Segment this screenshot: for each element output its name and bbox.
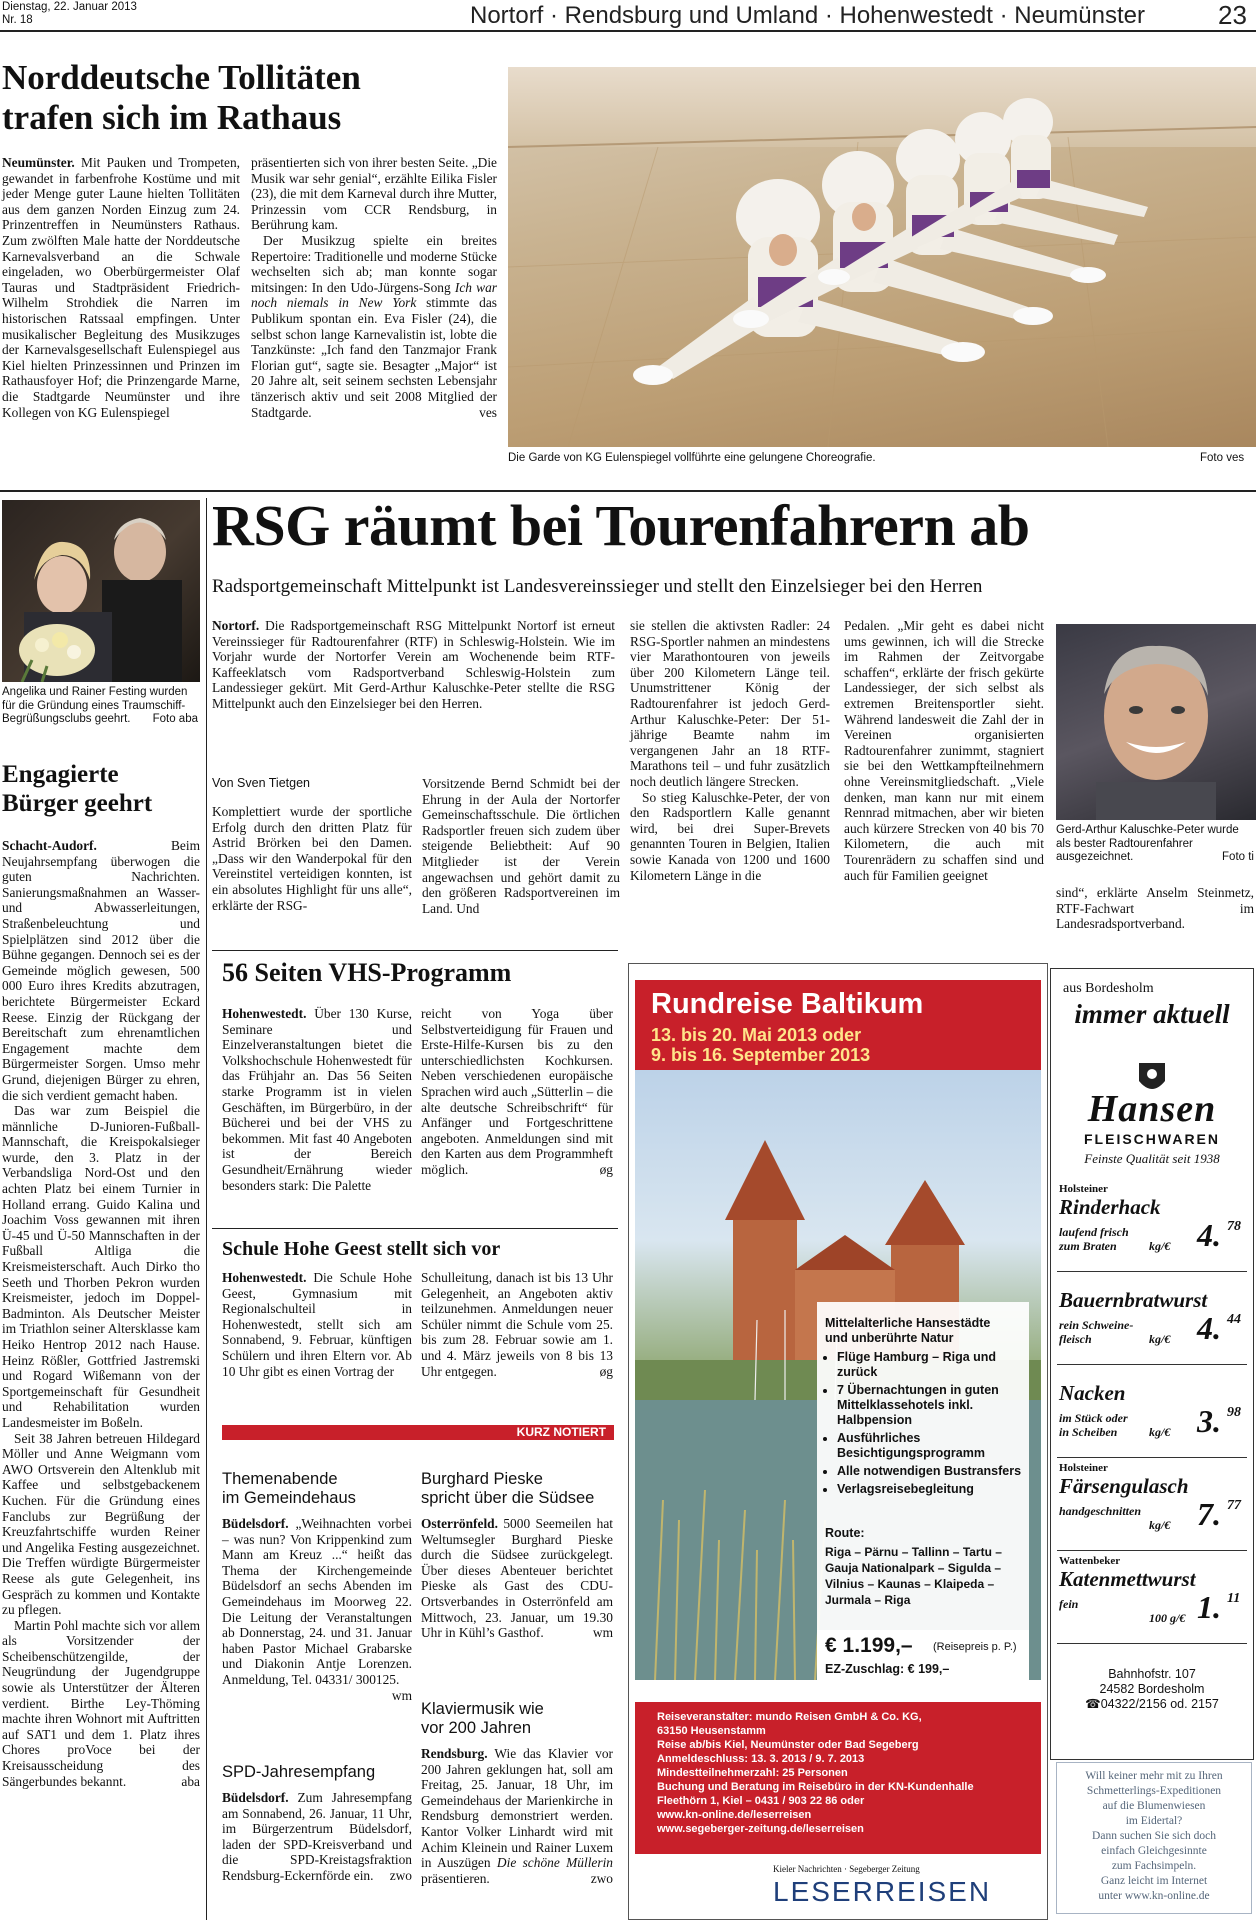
rsg-lead: Nortorf. Die Radsportgemeinschaft RSG Mittelpunkt Nortorf ist erneut Vereinssieger für Radtourenfahrer (RTF) in Schleswig-Holstein. Wie im Vorjahr wurde der Nortorfer Verein am Wochenende beim RTF-Kaffeeklatsch vom Radsportverband Schleswig-Holstein zum Landessieger gekürt. Mit Gerd-Arthur Kaluschke-Peter stellte die RSG Mittelpunkt auch den Einzelsieger bei den Herren. — [212, 618, 615, 711]
baltikum-ad-header — [635, 980, 1041, 1070]
baltikum-route: Riga – Pärnu – Tallinn – Tartu – Gauja Nationalpark – Sigulda – Vilnius – Kaunas – Klaipeda – Jurmala – Riga — [825, 1545, 1002, 1607]
schule-headline: Schule Hohe Geest stellt sich vor — [222, 1238, 501, 1260]
baltikum-ad-title: Rundreise Baltikum — [651, 988, 924, 1020]
baltikum-price: € 1.199,– — [825, 1634, 913, 1657]
hansen-item-desc: handgeschnitten — [1059, 1504, 1142, 1518]
schule-rule — [212, 1228, 618, 1229]
baltikum-info-line: Fleethörn 1, Kiel – 0431 / 903 22 86 oder — [657, 1795, 865, 1807]
themen-body: Büdelsdorf. „Weihnachten vorbei – was nun? Von Krippenkind zum Mann am Kreuz ...“ heißt das Thema der Kirchengemeinde Büdelsdorf an sechs Abenden im Gemeindehaus im Moorweg 22. Die Leitung der Veranstaltungen ab Donnerstag, 24. und 31. Januar haben Pastor Michael Grabarske und Diakonin Antje Lorenzen. Anmeldung, Tel. 04331/ 300125. wm — [222, 1516, 412, 1703]
buerger-body: Schacht-Audorf. Beim Neujahrsempfang überwogen die guten Nachrichten. Sanierungsmaßnahmen an Wasser- und Abwasserleitungen, Straßenbeleuchtung und Spielplätzen sind 2012 über die Bühne gegangen. Dennoch sei es der Gemeinde möglich gewesen, 500 000 Euro ihres Kredits abzutragen, berichtete Bürgermeister Eckard Reese. Einzig der Rückgang der Bereitschaft zum ehrenamtlichen Engagement machte dem Bürgermeister Sorgen. Umso mehr Grund, diejenigen Bürger zu ehren, die sich verdient gemacht haben. Das war zum Beispiel die männliche D-Junioren-Fußball-Mannschaft, die Kreispokalsieger wurde, den 3. Platz in der Verbandsliga Nord-Ost und den achten Platz bei einem Turnier in Holland errang. Guido Kalina und Joachim Voss gewannen mit ihren Ü-45 und Ü-50 Mannschaften in der Fußball Altliga die Kreismeisterschaft. Auch Dirko tho Seeth und Thorben Pekron wurden Kreismeister, jedoch im Doppel-Badminton. Als Deutscher Meister im Triathlon seiner Altersklasse kam Heiko Hentrop 2012 nach Hause. Heinz Rößler, Gottfried Jastremski und Rogard Wißemann von der Sportgemeinschaft für Gesundheit und Rehabilitation wurden Landesmeister im Boßeln. Seit 38 Jahren betreuen Hildegard Möller und Anne Weigmann vom AWO Ortsverein den Altenklub mit Kaffee und selbstgebackenem Kuchen. Für die Gründung eines Fanclubs zur Begrüßung der Kreuzfahrtschiffe wurden Reiner und Angelika Festing ausgezeichnet. Die Treffen würdigte Bürgermeister Reese als gute Gelegenheit, ins Gespräch zu kommen und Kontakte zu pflegen. Martin Pohl machte sich vor allem als Vorsitzender der Scheibenschützengilde, der Neugründung der Jugendgruppe sowie als Unterstützer der Älteren verdient. Birthe Ley-Thöming machte ihren Wohnort mit Auftritten auf SAT1 und dem 1. Platz ihres Chores proVoce bei der Kreisausscheidung des Sängerbundes bekannt. aba — [2, 838, 200, 1789]
rsg-byline: Von Sven Tietgen — [212, 776, 310, 790]
schmetterling-line: Ganz leicht im Internet — [1100, 1875, 1208, 1887]
hansen-item-name: Bauernbratwurst — [1059, 1288, 1208, 1312]
kurz-notiert-label: KURZ NOTIERT — [516, 1425, 606, 1439]
masthead-rule — [0, 30, 1256, 32]
hansen-price-item — [1057, 1369, 1247, 1458]
baltikum-bullet-list — [825, 1350, 1033, 1500]
left-column-rule — [206, 498, 207, 1920]
hansen-item-price: 4. — [1197, 1217, 1221, 1253]
leserreisen-brand-big: LESERREISEN — [773, 1876, 992, 1907]
festing-photo — [2, 500, 200, 682]
hansen-head-1: aus Bordesholm — [1063, 981, 1154, 996]
themen-headline: Themenabende im Gemeindehaus — [222, 1470, 356, 1507]
klavier-body: Rendsburg. Wie das Klavier vor 200 Jahren geklungen hat, soll am Freitag, 25. Januar, 18 Uhr, im Gemeindehaus der Marienkirche in Rendsburg demonstriert werden. Kantor Volker Linhardt wird mit Achim Kleinein und Rainer Luxem in Auszügen Die schöne Müllerin präsentieren. zwo — [421, 1746, 613, 1886]
baltikum-ez: EZ-Zuschlag: € 199,– — [825, 1662, 950, 1676]
hansen-item-cents: 11 — [1227, 1591, 1241, 1606]
schmetterling-line: einfach Gleichgesinnte — [1101, 1845, 1207, 1857]
hansen-item-desc: in Scheiben — [1059, 1425, 1118, 1439]
hansen-head-2: immer aktuell — [1074, 999, 1230, 1029]
schmetterling-line: unter www.kn-online.de — [1098, 1890, 1210, 1902]
baltikum-info-line: Anmeldeschluss: 13. 3. 2013 / 9. 7. 2013 — [657, 1753, 865, 1765]
tollitaeten-col1: Neumünster. Mit Pauken und Trompeten, gewandet in farbenfrohe Kostüme und mit jeder Menge guter Laune hielten Tollitäten aus dem ganzen Norden Einzug zum 24. Prinzentreffen in Neumünsters Rathaus. Zum zwölften Male hatte der Norddeutsche Karnevalsverband an die Schwale eingeladen, wo Oberbürgermeister Olaf Tauras und Stadtpräsident Friedrich-Wilhelm Strohdiek die Narren im historischen Ratssaal empfingen. Unter musikalischer Begleitung des Musikzuges der Karnevalsgesellschaft Eulenspiegel aus Kiel hielten Prinzessinnen und Prinzen im Rathausfoyer Hof; die Prinzengarde Marne, die Stadtgarde Neumünster und ihre Kollegen von KG Eulenspiegel — [2, 155, 240, 420]
rsg-col1: Komplettiert wurde der sportliche Erfolg durch den dritten Platz für Astrid Brörken bei den Damen. „Dass wir den Wanderpokal für den Vereinstitel verteidigen konnten, ist ein absolutes Highlight für uns alle“, erklärte der RSG- — [212, 804, 412, 913]
hansen-item-cents: 44 — [1227, 1312, 1241, 1327]
pieske-body: Osterrönfeld. 5000 Seemeilen hat Weltumsegler Burghard Pieske durch die Südsee zurückgelegt. Über dieses Abenteuer berichtet Pieske als Gast des CDU-Ortsverbandes in Osterrönfeld am Mittwoch, 23. Januar, um 19.30 Uhr in Kühl’s Gasthof. wm — [421, 1516, 613, 1641]
hansen-item-desc: laufend frisch — [1059, 1225, 1129, 1239]
kurz-notiert-bar — [222, 1425, 614, 1440]
schmetterling-line: auf die Blumenwiesen — [1102, 1800, 1206, 1812]
hansen-price-item — [1057, 1276, 1247, 1365]
hansen-item-price: 1. — [1197, 1589, 1221, 1625]
vhs-headline: 56 Seiten VHS-Programm — [222, 958, 512, 987]
baltikum-info-line: Mindestteilnehmerzahl: 25 Personen — [657, 1767, 848, 1779]
schmetterling-line: zum Fachsimpeln. — [1111, 1860, 1197, 1872]
hansen-item-unit: kg/€ — [1149, 1239, 1171, 1253]
schmetterling-line: Will keiner mehr mit zu Ihren — [1085, 1770, 1223, 1782]
page-number: 23 — [1218, 0, 1247, 30]
tollitaeten-col2: präsentierten sich von ihrer besten Seite. „Die Musik war sehr genial“, erzählte Eilika Fisler (23), die mit dem Karneval durch ihre Mutter, Prinzessin vom CCR Rendsburg, in Berührung kam. Der Musikzug spielte ein breites Repertoire: Traditionelle und moderne Stücke wechselten sich ab; man konnte sogar mitsingen: In den Udo-Jürgens-Song Ich war noch niemals in New York stimmte das Publikum spontan ein. Eva Fisler (24), die selbst schon lange Karnevalistin ist, lobte die Tanzkünste: „Ich fand den Tanzmajor Frank Florian gut“, sagte sie. Besagter „Major“ ist 20 Jahre alt, seit seinem sechsten Lebensjahr tänzerisch aktiv und seit 2008 Mitglied der Stadtgarde. ves — [251, 155, 497, 420]
hansen-item-pre: Wattenbeker — [1059, 1555, 1121, 1567]
hansen-logo-name: Hansen — [1087, 1088, 1217, 1130]
kaluschke-illustration — [1056, 624, 1256, 820]
rsg-col4: Pedalen. „Mir geht es dabei nicht ums gewinnen, ich will die Strecke im Rahmen der Zeitvorgabe schaffen“, erklärte der frisch gekürte Landessieger, der sich selbst als extremen Breitensportler sieht. Während landesweit die Zahl der in Vereinen organisierten Radtourenfahrer zunimmt, stagniert sie bei den Wettkampfteilnehmern ohne Vereinsmitgliedschaft. „Viele denken, man kann nur mit einem Rennrad mitmachen, aber wir bieten auch kürzere Strecken von 40 bis 70 Kilometern, die auch mit Tourenrädern zu schaffen sind und auch für Familien geeignet — [844, 618, 1044, 883]
baltikum-box-title: Mittelalterliche Hansestädte und unberührte Natur — [825, 1316, 991, 1345]
baltikum-ad[interactable] — [628, 963, 1048, 1920]
hansen-item-name: Katenmettwurst — [1059, 1567, 1196, 1591]
baltikum-info-line: Reise ab/bis Kiel, Neumünster oder Bad Segeberg — [657, 1739, 919, 1751]
spd-headline: SPD-Jahresempfang — [222, 1763, 376, 1781]
issue-date: Dienstag, 22. Januar 2013 — [2, 1, 137, 13]
schmetterling-line: Schmetterlings-Expeditionen — [1086, 1785, 1222, 1797]
baltikum-bullet-item: • 7 Übernachtungen in guten Mittelklassehotels inkl. Halbpension — [837, 1383, 1033, 1428]
baltikum-bullet-item: • Alle notwendigen Bustransfers — [837, 1464, 1033, 1479]
hansen-item-unit: kg/€ — [1149, 1425, 1171, 1439]
baltikum-info-line: Reiseveranstalter: mundo Reisen GmbH & Co. KG, — [657, 1711, 922, 1723]
vhs-col1: Hohenwestedt. Über 130 Kurse, Seminare und Einzelveranstaltungen bietet die Volkshochschule Hohenwestedt für das Frühjahr an. Das 56 Seiten starke Programm ist in vielen Geschäften, im Bürgerbüro, in der Bücherei und bei der VHS zu bekommen. Mit fast 40 Angeboten ist der Bereich Gesundheit/Ernährung wieder besonders stark: Die Palette — [222, 1006, 412, 1193]
klavier-headline: Klaviermusik wie vor 200 Jahren — [421, 1700, 544, 1737]
hansen-price-item — [1057, 1555, 1247, 1644]
rsg-col3: sie stellen die aktivsten Radler: 24 RSG-Sportler nahmen an mindestens vier Marathontouren von jeweils über 200 Kilometern Länge teil. Unumstrittener König der Radtourenfahrer ist jedoch Gerd-Arthur Kaluschke-Peter: Der 51-jährige Beamte nahm im vergangenen Jahr an 18 RTF-Marathons teil – und fuhr zusätzlich noch deutlich längere Strecken. So stieg Kaluschke-Peter, der von den Radsportlern Kalle genannt wird, bei drei Super-Brevets genannten Touren in Belgien, Italien sowie Kanada von 1200 und 1600 Kilometern Länge in die — [630, 618, 830, 883]
pieske-headline: Burghard Pieske spricht über die Südsee — [421, 1470, 595, 1507]
rsg-subhead: Radsportgemeinschaft Mittelpunkt ist Landesvereinssieger und stellt den Einzelsieger bei den Herren — [212, 576, 983, 597]
hansen-logo — [1059, 1059, 1245, 1177]
baltikum-info-line: 63150 Heusenstamm — [657, 1725, 766, 1737]
masthead-date — [2, 1, 137, 27]
hansen-item-price: 7. — [1197, 1496, 1221, 1532]
tollitaeten-headline: Norddeutsche Tollitäten trafen sich im Rathaus — [2, 58, 361, 137]
hansen-address: Bahnhofstr. 107 24582 Bordesholm ☎04322/2156 od. 2157 — [1085, 1667, 1219, 1711]
hansen-item-unit: kg/€ — [1149, 1518, 1171, 1532]
phone-icon: ☎ — [1085, 1697, 1101, 1711]
hansen-price-list — [1057, 1183, 1247, 1648]
baltikum-info-box — [817, 1302, 1029, 1682]
baltikum-info-lines — [657, 1710, 1037, 1836]
hansen-item-name: Färsengulasch — [1059, 1474, 1189, 1498]
schmetterling-ad[interactable] — [1056, 1762, 1252, 1914]
hansen-item-cents: 77 — [1227, 1498, 1241, 1513]
issue-number: Nr. 18 — [2, 14, 33, 26]
schule-col2: Schulleitung, danach ist bis 13 Uhr Gelegenheit, an Angeboten aktiv teilzunehmen. Anmeldungen neuer Schüler nimmt die Schule vom 25. bis zum 28. Februar sowie am 1. und 4. März jeweils von 8 bis 13 Uhr entgegen. øg — [421, 1270, 613, 1379]
baltikum-bullet-item: • Verlagsreisebegleitung — [837, 1482, 1033, 1497]
hansen-item-cents: 78 — [1227, 1219, 1241, 1234]
hansen-item-cents: 98 — [1227, 1405, 1241, 1420]
hansen-item-pre: Holsteiner — [1059, 1183, 1108, 1195]
schule-col1: Hohenwestedt. Die Schule Hohe Geest, Gymnasium mit Regionalschulteil in Hohenwestedt, stellt sich am Sonnabend, 9. Februar, künftigen Schülern und ihren Eltern vor. Ab 10 Uhr gibt es einen Vortrag der — [222, 1270, 412, 1379]
hansen-item-desc: zum Braten — [1059, 1239, 1117, 1253]
rsg-col5: sind“, erklärte Anselm Steinmetz, RTF-Fachwart im Landesradsportverband. — [1056, 885, 1254, 932]
hansen-logo-arc: Feinste Qualität seit 1938 — [1084, 1151, 1220, 1166]
buerger-headline: Engagierte Bürger geehrt — [2, 761, 153, 817]
hansen-item-unit: 100 g/€ — [1149, 1611, 1186, 1625]
hansen-item-price: 3. — [1197, 1403, 1221, 1439]
baltikum-price-note: (Reisepreis p. P.) — [933, 1641, 1017, 1653]
baltikum-bullet-item: • Flüge Hamburg – Riga und zurück — [837, 1350, 1033, 1380]
hansen-item-desc: fein — [1059, 1597, 1079, 1611]
dancers-photo-caption: Die Garde von KG Eulenspiegel vollführte eine gelungene Choreografie. — [508, 452, 876, 464]
hansen-item-name: Rinderhack — [1059, 1195, 1161, 1219]
baltikum-info-line[interactable]: www.segeberger-zeitung.de/leserreisen — [657, 1823, 864, 1835]
hansen-item-price: 4. — [1197, 1310, 1221, 1346]
dancers-photo-credit: Foto ves — [1200, 452, 1245, 464]
hansen-price-item — [1057, 1462, 1247, 1551]
region-header: Nortorf · Rendsburg und Umland · Hohenwestedt · Neumünster — [470, 2, 1145, 29]
schmetterling-line: Dann suchen Sie sich doch — [1092, 1830, 1216, 1842]
festing-illustration — [2, 500, 200, 682]
hansen-ad[interactable] — [1050, 968, 1254, 1760]
baltikum-info-footer — [635, 1702, 1041, 1854]
hansen-item-name: Nacken — [1059, 1381, 1126, 1405]
leserreisen-brand — [635, 1862, 1041, 1914]
rsg-col2: Vorsitzende Bernd Schmidt bei der Ehrung in der Aula der Nortorfer Gemeinschaftsschule. Die örtlichen Radsportler freuen sich zudem über steigende Beliebtheit: Auf 90 Mitglieder ist der Verein angewachsen und gehört damit zu den größeren Radsportvereinen im Land. Und — [422, 776, 620, 916]
hansen-item-unit: kg/€ — [1149, 1332, 1171, 1346]
baltikum-info-line[interactable]: www.kn-online.de/leserreisen — [657, 1809, 812, 1821]
hansen-item-desc: rein Schweine- — [1059, 1318, 1134, 1332]
baltikum-route-label: Route: — [825, 1526, 865, 1540]
schmetterling-text — [1057, 1769, 1251, 1904]
hansen-item-desc: fleisch — [1059, 1332, 1092, 1346]
baltikum-info-line: Buchung und Beratung im Reisebüro in der KN-Kundenhalle — [657, 1781, 974, 1793]
baltikum-price-box — [817, 1630, 1029, 1682]
leserreisen-brand-small: Kieler Nachrichten · Segeberger Zeitung — [773, 1864, 920, 1874]
dancers-photo — [508, 67, 1256, 447]
kaluschke-photo-caption: Gerd-Arthur Kaluschke-Peter wurde als bester Radtourenfahrer ausgezeichnet. Foto ti — [1056, 824, 1254, 863]
dancers-illustration — [508, 67, 1256, 447]
schmetterling-line: im Eidertal? — [1125, 1815, 1183, 1827]
baltikum-ad-dates: 13. bis 20. Mai 2013 oder 9. bis 16. September 2013 — [651, 1025, 871, 1065]
hansen-item-pre: Holsteiner — [1059, 1462, 1108, 1474]
hansen-logo-sub: FLEISCHWAREN — [1084, 1131, 1220, 1147]
rsg-headline: RSG räumt bei Tourenfahrern ab — [212, 493, 1030, 558]
festing-photo-caption: Angelika und Rainer Festing wurden für die Gründung eines Traumschiff-Begrüßungsclubs geehrt. Foto aba — [2, 686, 198, 725]
kaluschke-photo — [1056, 624, 1256, 820]
baltikum-bullet-item: • Ausführliches Besichtigungsprogramm — [837, 1431, 1033, 1461]
vhs-rule — [212, 950, 618, 951]
hansen-price-item — [1057, 1183, 1247, 1272]
spd-body: Büdelsdorf. Zum Jahresempfang am Sonnabend, 26. Januar, 11 Uhr, im Bürgerzentrum Büdelsdorf, laden der SPD-Kreisverband und die SPD-Kreistagsfraktion Rendsburg-Eckernförde ein. zwo — [222, 1790, 412, 1883]
vhs-col2: reicht von Yoga über Selbstverteidigung für Frauen und Erste-Hilfe-Kursen bis zu den unterschiedlichsten Kochkursen. Neben verschiedenen europäische Sprachen wird auch „Sütterlin – die alte deutsche Schreibschrift“ für Anfänger und Fortgeschrittene angeboten. Anmeldungen sind mit den Karten aus dem Programmheft möglich. øg — [421, 1006, 613, 1177]
hansen-item-desc: im Stück oder — [1059, 1411, 1128, 1425]
